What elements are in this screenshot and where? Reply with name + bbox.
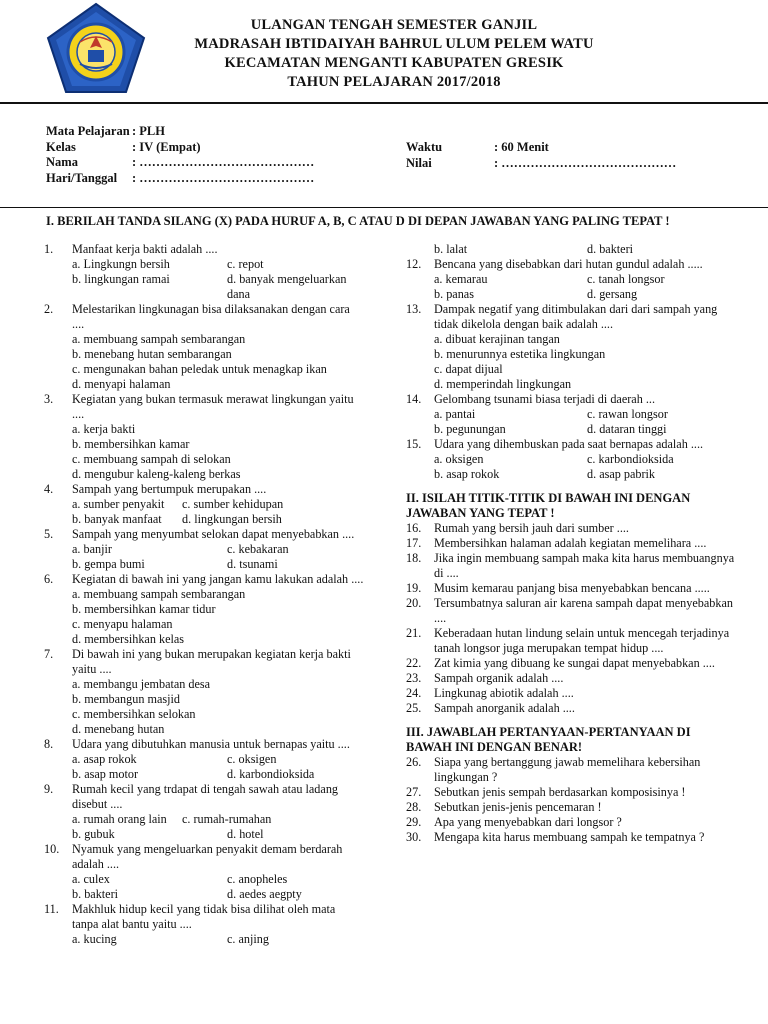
option-c: c. repot (227, 257, 264, 271)
academic-year: TAHUN PELAJARAN 2017/2018 (287, 74, 501, 90)
option-a: a. sumber penyakit (72, 497, 165, 511)
option-c: c. anjing (227, 932, 269, 946)
question-text: Sebutkan jenis sempah berdasarkan komposisinya ! (434, 785, 686, 799)
question-5 (44, 527, 364, 572)
question-text: Sampah yang menyumbat selokan dapat menyebabkan .... (72, 527, 355, 541)
option-a: a. culex (72, 872, 110, 886)
question-number: 29. (406, 815, 422, 829)
option-a: a. Lingkungn bersih (72, 257, 170, 271)
question-3 (44, 392, 364, 482)
question-text: Mengapa kita harus membuang sampah ke tempatnya ? (434, 830, 705, 844)
question-text: Di bawah ini yang bukan merupakan kegiatan kerja bakti yaitu .... (72, 647, 351, 676)
option-a: a. kerja bakti (72, 422, 136, 436)
option-c: c. dapat dijual (434, 362, 503, 376)
fill-in-item (406, 581, 736, 596)
identity-row-subject (46, 124, 314, 140)
question-number: 25. (406, 701, 422, 715)
identity-row-class (46, 140, 314, 156)
question-text: Lingkunag abiotik adalah .... (434, 686, 574, 700)
question-text: Sampah anorganik adalah .... (434, 701, 575, 715)
identity-label: Nama (46, 155, 78, 169)
district-name: KECAMATAN MENGANTI KABUPATEN GRESIK (224, 55, 564, 71)
question-text: Zat kimia yang dibuang ke sungai dapat menyebabkan .... (434, 656, 715, 670)
question-number: 21. (406, 626, 422, 640)
option-d: d. karbondioksida (227, 767, 315, 781)
fill-in-item (406, 626, 736, 656)
option-b: b. membangun masjid (72, 692, 180, 706)
option-d: d. menebang hutan (72, 722, 165, 736)
option-b: b. asap motor (72, 767, 139, 781)
question-number: 12. (406, 257, 422, 271)
identity-label: Mata Pelajaran (46, 124, 130, 138)
option-c: c. menyapu halaman (72, 617, 173, 631)
fill-in-item (406, 686, 736, 701)
question-number: 1. (44, 242, 54, 256)
option-d: d. mengubur kaleng-kaleng berkas (72, 467, 241, 481)
option-d: d. gersang (587, 287, 638, 301)
question-number: 22. (406, 656, 422, 670)
option-c: c. membuang sampah di selokan (72, 452, 231, 466)
option-a: a. membuang sampah sembarangan (72, 587, 246, 601)
question-number: 18. (406, 551, 422, 565)
question-text: Melestarikan lingkunagan bisa dilaksanakan dengan cara .... (72, 302, 350, 331)
question-number: 10. (44, 842, 60, 856)
document-header (0, 0, 768, 108)
question-text: Apa yang menyebabkan dari longsor ? (434, 815, 622, 829)
questions-right-column (406, 242, 736, 845)
question-text: Udara yang dibutuhkan manusia untuk bernapas yaitu .... (72, 737, 350, 751)
question-8 (44, 737, 364, 782)
identity-row-date (46, 171, 314, 187)
option-b: b. panas (434, 287, 474, 301)
option-c: c. anopheles (227, 872, 288, 886)
question-number: 5. (44, 527, 54, 541)
question-11-continued (406, 242, 736, 257)
question-text: Siapa yang bertanggung jawab memelihara kebersihan lingkungan ? (434, 755, 701, 784)
option-c: c. tanah longsor (587, 272, 665, 286)
essay-item (406, 800, 736, 815)
option-b: b. gempa bumi (72, 557, 145, 571)
identity-row-time (406, 140, 676, 156)
essay-item (406, 815, 736, 830)
option-d: d. hotel (227, 827, 264, 841)
question-number: 27. (406, 785, 422, 799)
question-number: 15. (406, 437, 422, 451)
option-a: a. banjir (72, 542, 112, 556)
fill-in-item (406, 551, 736, 581)
option-d: d. tsunami (227, 557, 278, 571)
question-number: 28. (406, 800, 422, 814)
essay-list (406, 755, 736, 845)
essay-item (406, 785, 736, 800)
option-b: b. asap rokok (434, 467, 500, 481)
question-number: 20. (406, 596, 422, 610)
student-identity-block (46, 124, 314, 186)
question-text: Sampah organik adalah .... (434, 671, 564, 685)
question-number: 2. (44, 302, 54, 316)
option-a: a. kemarau (434, 272, 488, 286)
question-text: Membersihkan halaman adalah kegiatan memelihara .... (434, 536, 707, 550)
question-14 (406, 392, 736, 437)
option-c: c. mengunakan bahan peledak untuk menagkap ikan (72, 362, 327, 376)
option-b: b. lalat (434, 242, 468, 256)
question-text: Musim kemarau panjang bisa menyebabkan bencana ..... (434, 581, 710, 595)
question-4 (44, 482, 364, 527)
option-b: b. pegunungan (434, 422, 506, 436)
identity-value: : IV (Empat) (132, 139, 201, 154)
question-number: 17. (406, 536, 422, 550)
question-text: Kegiatan yang bukan termasuk merawat lingkungan yaitu .... (72, 392, 354, 421)
question-7 (44, 647, 364, 737)
question-9 (44, 782, 364, 842)
option-d: d. asap pabrik (587, 467, 656, 481)
questions-left-column (44, 242, 364, 947)
question-13 (406, 302, 736, 392)
option-c: c. membersihkan selokan (72, 707, 196, 721)
question-number: 16. (406, 521, 422, 535)
header-divider (0, 102, 768, 104)
option-d: d. lingkungan bersih (182, 512, 282, 526)
option-b: b. membersihkan kamar (72, 437, 190, 451)
option-a: a. membuang sampah sembarangan (72, 332, 246, 346)
question-text: Rumah yang bersih jauh dari sumber .... (434, 521, 629, 535)
option-d: d. membersihkan kelas (72, 632, 185, 646)
option-b: b. gubuk (72, 827, 115, 841)
option-b: b. menurunnya estetika lingkungan (434, 347, 606, 361)
option-d: d. aedes aegpty (227, 887, 302, 901)
option-a: a. asap rokok (72, 752, 137, 766)
question-number: 3. (44, 392, 54, 406)
question-number: 26. (406, 755, 422, 769)
question-text: Keberadaan hutan lindung selain untuk mencegah terjadinya tanah longsor juga merupakan tempat hidup .... (434, 626, 730, 655)
option-c: c. rawan longsor (587, 407, 668, 421)
option-c: c. kebakaran (227, 542, 289, 556)
question-text: Kegiatan di bawah ini yang jangan kamu lakukan adalah .... (72, 572, 364, 586)
school-name: MADRASAH IBTIDAIYAH BAHRUL ULUM PELEM WATU (194, 36, 594, 52)
fill-in-item (406, 596, 736, 626)
question-number: 19. (406, 581, 422, 595)
question-number: 4. (44, 482, 54, 496)
fill-in-list (406, 521, 736, 716)
identity-value: : 60 Menit (494, 140, 549, 154)
fill-in-item (406, 536, 736, 551)
question-number: 14. (406, 392, 422, 406)
option-a: a. membangu jembatan desa (72, 677, 211, 691)
section-2-title: II. ISILAH TITIK-TITIK DI BAWAH INI DENGAN JAWABAN YANG TEPAT ! (406, 491, 691, 520)
identity-label: Waktu (406, 140, 443, 154)
identity-label: Hari/Tanggal (46, 170, 118, 185)
fill-in-item (406, 671, 736, 686)
fill-in-item (406, 656, 736, 671)
essay-item (406, 830, 736, 845)
option-d: d. menyapi halaman (72, 377, 171, 391)
section-3-title: III. JAWABLAH PERTANYAAN-PERTANYAAN DI BAWAH INI DENGAN BENAR! (406, 725, 691, 754)
question-6 (44, 572, 364, 647)
question-text: Manfaat kerja bakti adalah .... (72, 242, 218, 256)
fill-in-item (406, 701, 736, 716)
option-b: b. menebang hutan sembarangan (72, 347, 232, 361)
option-d: d. dataran tinggi (587, 422, 667, 436)
identity-value: : PLH (132, 124, 165, 138)
option-a: a. pantai (434, 407, 476, 421)
identity-row-score (406, 156, 676, 172)
option-b: b. lingkungan ramai (72, 272, 170, 286)
question-10 (44, 842, 364, 902)
question-12 (406, 257, 736, 302)
question-text: Tersumbatnya saluran air karena sampah dapat menyebabkan .... (434, 596, 733, 625)
essay-item (406, 755, 736, 785)
identity-divider (0, 207, 768, 208)
question-number: 7. (44, 647, 54, 661)
identity-label: Kelas (46, 139, 76, 154)
option-b: b. banyak manfaat (72, 512, 162, 526)
option-c: c. rumah-rumahan (182, 812, 272, 826)
option-b: b. membersihkan kamar tidur (72, 602, 216, 616)
question-text: Udara yang dihembuskan pada saat bernapas adalah .... (434, 437, 704, 451)
question-2 (44, 302, 364, 392)
question-text: Sebutkan jenis-jenis pencemaran ! (434, 800, 602, 814)
option-b: b. bakteri (72, 887, 119, 901)
option-d: d. banyak mengeluarkan dana (227, 272, 347, 301)
identity-value: : …………………………………… (132, 170, 315, 185)
option-d: d. memperindah lingkungan (434, 377, 572, 391)
option-a: a. rumah orang lain (72, 812, 167, 826)
question-11 (44, 902, 364, 947)
question-text: Jika ingin membuang sampah maka kita harus membuangnya di .... (434, 551, 735, 580)
option-a: a. kucing (72, 932, 117, 946)
question-1 (44, 242, 364, 302)
question-number: 30. (406, 830, 422, 844)
question-number: 6. (44, 572, 54, 586)
option-d: d. bakteri (587, 242, 634, 256)
question-number: 11. (44, 902, 59, 916)
question-number: 8. (44, 737, 54, 751)
question-text: Bencana yang disebabkan dari hutan gundul adalah ..... (434, 257, 703, 271)
question-number: 24. (406, 686, 422, 700)
question-15 (406, 437, 736, 482)
option-c: c. sumber kehidupan (182, 497, 284, 511)
identity-value: : …………………………………… (494, 155, 677, 170)
question-text: Sampah yang bertumpuk merupakan .... (72, 482, 267, 496)
identity-row-name (46, 155, 314, 171)
fill-in-item (406, 521, 736, 536)
question-text: Nyamuk yang mengeluarkan penyakit demam berdarah adalah .... (72, 842, 343, 871)
exam-title: ULANGAN TENGAH SEMESTER GANJIL (250, 17, 538, 33)
question-number: 13. (406, 302, 422, 316)
identity-value: : …………………………………… (132, 155, 315, 169)
section-1-title: I. BERILAH TANDA SILANG (X) PADA HURUF A, B, C ATAU D DI DEPAN JAWABAN YANG PALING TEPAT ! (46, 214, 670, 228)
option-a: a. oksigen (434, 452, 484, 466)
question-number: 23. (406, 671, 422, 685)
question-number: 9. (44, 782, 54, 796)
header-title-block (0, 16, 768, 92)
question-text: Rumah kecil yang trdapat di tengah sawah atau ladang disebut .... (72, 782, 339, 811)
option-c: c. oksigen (227, 752, 277, 766)
option-c: c. karbondioksida (587, 452, 674, 466)
option-a: a. dibuat kerajinan tangan (434, 332, 560, 346)
question-text: Gelombang tsunami biasa terjadi di daerah ... (434, 392, 655, 406)
question-text: Dampak negatif yang ditimbulakan dari dari sampah yang tidak dikelola dengan baik adalah .... (434, 302, 718, 331)
exam-info-block (406, 140, 676, 171)
question-text: Makhluk hidup kecil yang tidak bisa dilihat oleh mata tanpa alat bantu yaitu .... (72, 902, 336, 931)
identity-label: Nilai (406, 155, 432, 170)
